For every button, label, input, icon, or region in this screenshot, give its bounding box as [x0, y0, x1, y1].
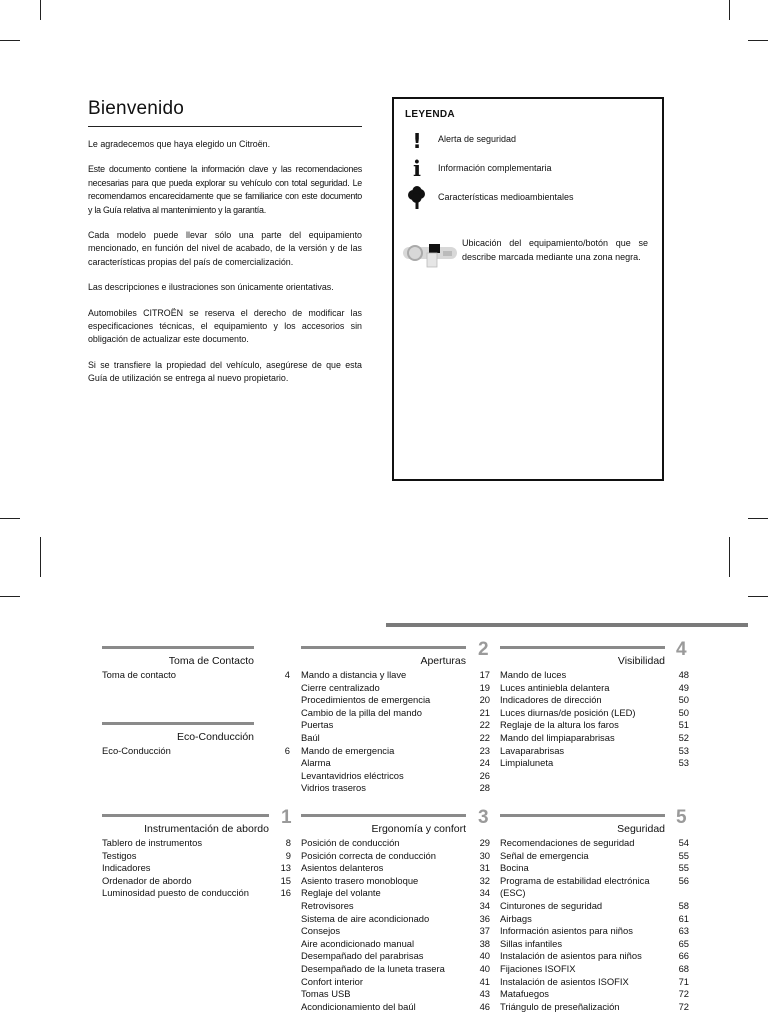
toc-entry-page: 50 [678, 694, 689, 706]
toc-entry-label: Acondicionamiento del baúl [301, 1000, 416, 1012]
toc-entry-label: Tomas USB [301, 988, 351, 1000]
toc-entry[interactable] [301, 938, 490, 951]
toc-entry[interactable] [301, 669, 490, 682]
toc-entry-page: 22 [479, 719, 490, 731]
crop-mark [40, 0, 41, 20]
toc-entry-page: 63 [678, 925, 689, 937]
toc-entry-page: 16 [280, 887, 291, 899]
section-number: 1 [281, 807, 292, 828]
toc-entry-label: Triángulo de preseñalización [500, 1000, 620, 1012]
section-title: Aperturas [420, 655, 466, 667]
toc-entry[interactable] [301, 988, 490, 1001]
toc-entry[interactable] [301, 770, 490, 783]
section-list [102, 669, 290, 682]
toc-top-bar [386, 623, 748, 627]
toc-entry-page: 53 [678, 744, 689, 756]
toc-entry[interactable] [301, 925, 490, 938]
toc-entry-page: 46 [479, 1000, 490, 1012]
toc-entry-label: Levantavidrios eléctricos [301, 769, 404, 781]
legend-item-text: Características medioambientales [438, 192, 574, 202]
toc-entry[interactable] [500, 875, 689, 900]
toc-entry-page: 31 [479, 862, 490, 874]
toc-entry-label: Testigos [102, 849, 137, 861]
toc-entry-label: Aire acondicionado manual [301, 937, 415, 949]
toc-entry-page: 37 [479, 925, 490, 937]
toc-entry[interactable] [301, 837, 490, 850]
toc-entry-label: Limpialuneta [500, 757, 554, 769]
section-title: Ergonomía y confort [371, 823, 466, 835]
toc-entry-page: 28 [479, 782, 490, 794]
welcome-paragraph: Las descripciones e ilustraciones son únicamente orientativas. [88, 282, 334, 293]
toc-entry-page: 36 [479, 912, 490, 924]
toc-entry[interactable] [301, 976, 490, 989]
welcome-title: Bienvenido [88, 98, 185, 119]
toc-entry-page: 21 [479, 706, 490, 718]
toc-entry-page: 9 [285, 849, 291, 861]
section-list [301, 669, 490, 795]
toc-entry-page: 32 [479, 874, 490, 886]
toc-entry-label: Luminosidad puesto de conducción [102, 887, 249, 899]
toc-entry-label: Desempañado del parabrisas [301, 950, 424, 962]
toc-entry-label: Airbags [500, 912, 532, 924]
toc-entry-page: 40 [479, 950, 490, 962]
toc-entry-label: Baúl [301, 731, 320, 743]
toc-entry-label: Sillas infantiles [500, 937, 563, 949]
toc-entry-label: Posición correcta de conducción [301, 849, 436, 861]
toc-entry-page: 72 [678, 988, 689, 1000]
toc-entry[interactable] [102, 862, 291, 875]
toc-entry-label: Reglaje del volante [301, 887, 381, 899]
toc-section-ergonomia [301, 807, 490, 1013]
toc-entry-label: Luces antiniebla delantera [500, 681, 610, 693]
toc-entry-label: Cierre centralizado [301, 681, 380, 693]
toc-entry[interactable] [301, 719, 490, 732]
toc-entry-label: Eco-Conducción [102, 745, 171, 756]
section-list [500, 669, 689, 770]
crop-mark [748, 596, 768, 597]
section-title: Eco-Conducción [176, 731, 254, 743]
toc-entry[interactable] [301, 900, 490, 913]
toc-entry[interactable] [500, 862, 689, 875]
toc-section-aperturas [301, 639, 490, 795]
toc-entry-page: 22 [479, 731, 490, 743]
toc-entry-page: 34 [479, 899, 490, 911]
toc-entry-page: 19 [479, 681, 490, 693]
toc-entry-label: Mando del limpiaparabrisas [500, 731, 615, 743]
toc-entry-page: 38 [479, 937, 490, 949]
toc-entry-page: 6 [284, 745, 290, 756]
toc-entry[interactable] [301, 950, 490, 963]
toc-entry[interactable] [500, 1001, 689, 1014]
toc-entry-label: Posición de conducción [301, 837, 400, 848]
toc-entry[interactable] [500, 745, 689, 758]
toc-entry-page: 15 [280, 874, 291, 886]
toc-entry-page: 51 [678, 719, 689, 731]
toc-entry-label: Asiento trasero monobloque [301, 874, 419, 886]
toc-entry-label: Mando de luces [500, 669, 567, 680]
toc-entry[interactable] [301, 694, 490, 707]
toc-entry[interactable] [301, 862, 490, 875]
toc-entry[interactable] [500, 950, 689, 963]
toc-entry-label: Matafuegos [500, 988, 549, 1000]
welcome-paragraph: Le agradecemos que haya elegido un Citroën. [88, 139, 271, 149]
toc-entry-page: 53 [678, 757, 689, 769]
toc-entry-page: 49 [678, 681, 689, 693]
toc-entry-label: Desempañado de la luneta trasera [301, 962, 445, 974]
toc-entry-page: 61 [678, 912, 689, 924]
section-title: Seguridad [617, 823, 665, 835]
section-title: Visibilidad [617, 655, 665, 667]
toc-entry[interactable] [500, 976, 689, 989]
toc-entry[interactable] [102, 875, 291, 888]
section-number: 2 [478, 639, 489, 660]
section-number: 5 [676, 807, 687, 828]
toc-entry-label: Sistema de aire acondicionado [301, 912, 430, 924]
toc-entry[interactable] [301, 757, 490, 770]
toc-entry-page: 66 [678, 950, 689, 962]
toc-entry-page: 68 [678, 962, 689, 974]
toc-entry[interactable] [102, 887, 291, 900]
toc-entry-page: 48 [678, 669, 689, 680]
toc-entry[interactable] [301, 887, 490, 900]
section-list [102, 837, 291, 900]
toc-entry[interactable] [500, 719, 689, 732]
toc-entry[interactable] [500, 682, 689, 695]
section-list [301, 837, 490, 1013]
toc-entry-label: Bocina [500, 862, 529, 874]
section-list [500, 837, 689, 1013]
toc-entry[interactable] [102, 837, 291, 850]
toc-entry-page: 4 [284, 669, 290, 680]
welcome-paragraph: Cada modelo puede llevar sólo una parte del equipamiento mencionado, en función del nivel de acabado, de la versión y de las características propias del país de comercialización. [88, 230, 362, 267]
legend-title: LEYENDA [405, 109, 455, 120]
toc-entry-page: 13 [280, 862, 291, 874]
toc-entry[interactable] [500, 988, 689, 1001]
toc-entry-page: 54 [678, 837, 689, 848]
crop-mark [0, 596, 20, 597]
toc-entry-page: 58 [678, 899, 689, 911]
tree-icon [406, 187, 428, 209]
toc-entry[interactable] [301, 745, 490, 758]
toc-entry[interactable] [500, 938, 689, 951]
toc-entry-page: 56 [678, 874, 689, 886]
toc-entry-label: Señal de emergencia [500, 849, 589, 861]
toc-entry[interactable] [301, 963, 490, 976]
toc-entry-label: Programa de estabilidad electrónica (ESC) [500, 874, 650, 899]
crop-mark [0, 40, 20, 41]
toc-entry-page: 40 [479, 962, 490, 974]
toc-entry-label: Luces diurnas/de posición (LED) [500, 706, 636, 718]
toc-entry[interactable] [500, 732, 689, 745]
toc-entry-label: Tablero de instrumentos [102, 837, 203, 848]
toc-entry-label: Procedimientos de emergencia [301, 694, 431, 706]
toc-entry[interactable] [500, 925, 689, 938]
toc-entry-page: 55 [678, 862, 689, 874]
toc-entry-label: Indicadores [102, 862, 151, 874]
info-icon: i [413, 156, 421, 181]
section-list [102, 745, 290, 758]
toc-entry-page: 43 [479, 988, 490, 1000]
toc-entry[interactable] [102, 745, 290, 758]
toc-section-eco-conduccion [102, 722, 290, 758]
toc-entry-label: Cinturones de seguridad [500, 899, 603, 911]
toc-entry[interactable] [500, 669, 689, 682]
toc-entry[interactable] [500, 757, 689, 770]
toc-entry[interactable] [500, 694, 689, 707]
crop-mark [729, 0, 730, 20]
toc-entry-page: 20 [479, 694, 490, 706]
section-title: Instrumentación de abordo [144, 823, 269, 835]
toc-entry-label: Puertas [301, 719, 334, 731]
toc-entry-page: 34 [479, 887, 490, 899]
crop-mark [748, 518, 768, 519]
toc-entry[interactable] [500, 850, 689, 863]
section-number: 4 [676, 639, 687, 660]
toc-entry[interactable] [500, 837, 689, 850]
toc-entry[interactable] [500, 963, 689, 976]
toc-entry-page: 29 [479, 837, 490, 848]
crop-mark [0, 518, 20, 519]
toc-entry-page: 72 [678, 1000, 689, 1012]
toc-entry-label: Mando a distancia y llave [301, 669, 407, 680]
toc-entry[interactable] [301, 707, 490, 720]
toc-entry[interactable] [102, 850, 291, 863]
toc-entry-page: 26 [479, 769, 490, 781]
welcome-paragraph: Automobiles CITROËN se reserva el derecho de modificar las especificaciones técnicas, el equipamiento y los accesorios sin obligación de actualizar este documento. [88, 307, 362, 345]
crop-mark [40, 537, 41, 577]
toc-entry-label: Mando de emergencia [301, 744, 395, 756]
legend-box [392, 97, 664, 481]
car-location-icon [402, 238, 458, 272]
crop-mark [729, 537, 730, 577]
legend-item-text: Alerta de seguridad [438, 134, 517, 144]
toc-entry-label: Asientos delanteros [301, 862, 384, 874]
toc-entry-label: Confort interior [301, 975, 364, 987]
toc-section-seguridad [500, 807, 689, 1013]
toc-entry[interactable] [500, 913, 689, 926]
toc-section-visibilidad [500, 639, 689, 770]
toc-entry-page: 52 [678, 731, 689, 743]
toc-entry-label: Fijaciones ISOFIX [500, 962, 576, 974]
toc-entry-label: Instalación de asientos para niños [500, 950, 642, 962]
toc-entry-page: 30 [479, 849, 490, 861]
toc-entry[interactable] [500, 900, 689, 913]
toc-entry-page: 23 [479, 744, 490, 756]
toc-entry-page: 65 [678, 937, 689, 949]
toc-entry-label: Cambio de la pilla del mando [301, 706, 422, 718]
crop-mark [748, 40, 768, 41]
toc-section-toma-de-contacto [102, 646, 290, 682]
toc-entry-page: 71 [678, 975, 689, 987]
welcome-paragraph: Si se transfiere la propiedad del vehículo, asegúrese de que esta Guía de utilización se entrega al nuevo propietario. [88, 359, 362, 384]
toc-entry-page: 8 [285, 837, 291, 848]
section-number: 3 [478, 807, 489, 828]
toc-entry-label: Reglaje de la altura los faros [500, 719, 619, 731]
toc-entry[interactable] [301, 682, 490, 695]
section-title: Toma de Contacto [168, 655, 254, 667]
toc-entry-label: Vidrios traseros [301, 782, 366, 794]
legend-item-text: Ubicación del equipamiento/botón que se describe marcada mediante una zona negra. [462, 238, 648, 262]
toc-entry-label: Retrovisores [301, 899, 354, 911]
toc-entry-label: Ordenador de abordo [102, 874, 192, 886]
toc-entry[interactable] [301, 732, 490, 745]
toc-entry[interactable] [301, 782, 490, 795]
toc-entry-page: 24 [479, 757, 490, 769]
welcome-section [88, 98, 362, 398]
toc-entry[interactable] [301, 875, 490, 888]
toc-section-instrumentacion [102, 807, 292, 900]
welcome-paragraph: Este documento contiene la información clave y las recomendaciones necesarias para que pueda explorar su vehículo con total seguridad. Le recomendamos encarecidamente que se familiarice con este documento y la Guía relativa al mantenimiento y la garantía. [88, 164, 362, 215]
toc-entry[interactable] [301, 850, 490, 863]
exclamation-icon: ! [412, 129, 422, 153]
toc-entry-label: Indicadores de dirección [500, 694, 602, 706]
toc-entry[interactable] [301, 1001, 490, 1014]
toc-entry-page: 55 [678, 849, 689, 861]
toc-entry[interactable] [102, 669, 290, 682]
toc-entry-label: Consejos [301, 925, 341, 937]
title-rule [88, 126, 362, 127]
toc-entry-page: 17 [479, 669, 490, 680]
legend-item-text: Información complementaria [438, 163, 552, 173]
toc-entry-label: Instalación de asientos ISOFIX [500, 975, 629, 987]
toc-entry-page: 50 [678, 706, 689, 718]
toc-entry-label: Información asientos para niños [500, 925, 633, 937]
toc-entry-page: 41 [479, 975, 490, 987]
toc-entry-label: Toma de contacto [102, 669, 177, 680]
toc-entry[interactable] [500, 707, 689, 720]
toc-entry-label: Lavaparabrisas [500, 744, 565, 756]
toc-entry[interactable] [301, 913, 490, 926]
toc-entry-label: Recomendaciones de seguridad [500, 837, 635, 848]
toc-entry-label: Alarma [301, 757, 331, 769]
